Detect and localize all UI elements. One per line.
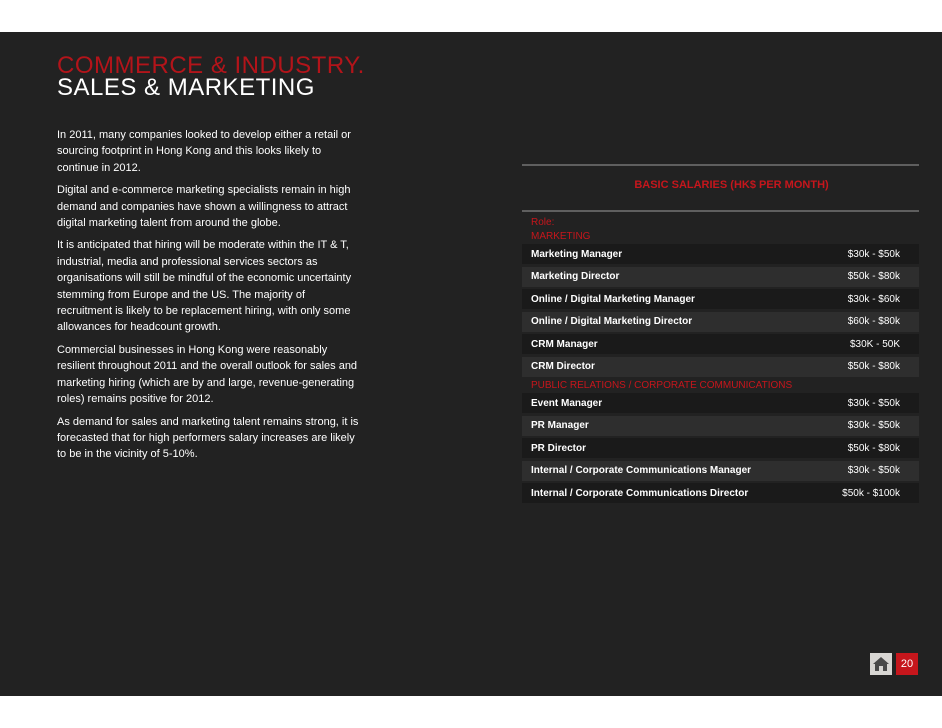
table-header: BASIC SALARIES (HK$ PER MONTH): [634, 179, 829, 191]
table-row: [522, 334, 919, 354]
role-name: Online / Digital Marketing Manager: [531, 293, 695, 305]
title-line-1: COMMERCE & INDUSTRY.: [57, 52, 365, 79]
title-line-2: SALES & MARKETING: [57, 74, 315, 101]
role-name: CRM Manager: [531, 338, 598, 350]
salary-range: $30k - $50k: [847, 465, 900, 476]
salary-range: $50k - $80k: [847, 361, 900, 372]
salary-range: $50k - $100k: [842, 487, 900, 499]
salary-table: [522, 164, 919, 506]
section-heading-marketing: MARKETING: [531, 231, 591, 242]
role-name: Event Manager: [531, 397, 603, 409]
table-row: [522, 416, 919, 436]
salary-range: $30k - $50k: [847, 397, 900, 409]
table-row: [522, 312, 919, 332]
role-name: Marketing Director: [531, 271, 620, 282]
salary-range: $30k - $50k: [847, 248, 900, 260]
paragraph: Digital and e-commerce marketing specialists remain in high demand and companies have shown a willingness to attract digital marketing talent from around the globe.: [57, 184, 351, 230]
salary-range: $60k - $80k: [847, 316, 900, 327]
body-text: [57, 127, 362, 469]
table-row: [522, 461, 919, 481]
paragraph: As demand for sales and marketing talent remains strong, it is forecasted that for high performers salary increases are likely to be in the vicinity of 5-10%.: [57, 415, 359, 461]
salary-range: $30k - $50k: [847, 420, 900, 431]
table-row: [522, 438, 919, 458]
salary-range: $30k - $60k: [847, 293, 900, 305]
table-row: [522, 393, 919, 413]
role-name: PR Director: [531, 442, 587, 454]
salary-range: $30K - 50K: [849, 338, 900, 350]
table-row: [522, 483, 919, 503]
page-number: 20: [896, 653, 918, 675]
home-button[interactable]: [870, 653, 892, 675]
role-name: Internal / Corporate Communications Director: [531, 487, 749, 499]
role-label: Role:: [531, 217, 555, 228]
table-header-rule: [522, 210, 919, 212]
section-heading-pr: PUBLIC RELATIONS / CORPORATE COMMUNICATIONS: [531, 380, 793, 391]
home-icon: [872, 656, 890, 672]
salary-range: $50k - $80k: [847, 271, 900, 282]
paragraph: Commercial businesses in Hong Kong were reasonably resilient throughout 2011 and the overall outlook for sales and marketing hiring (which are by and large, revenue-generating roles) remains positive for 2012.: [57, 343, 358, 406]
table-row: [522, 244, 919, 264]
paragraph: In 2011, many companies looked to develop either a retail or sourcing footprint in Hong Kong and this looks likely to continue in 2012.: [57, 129, 351, 174]
role-name: PR Manager: [531, 420, 589, 431]
paragraph: It is anticipated that hiring will be moderate within the IT & T, industrial, media and professional services sectors as organisations will still be mindful of the economic uncertainty stemming from Europe and the US. The majority of recruitment is likely to be replacement hiring, with only some allowances for headcount growth.: [57, 239, 352, 334]
role-name: Marketing Manager: [531, 248, 623, 260]
table-row: [522, 357, 919, 377]
role-name: Online / Digital Marketing Director: [531, 316, 693, 327]
role-name: Internal / Corporate Communications Manager: [531, 465, 752, 476]
table-row: [522, 267, 919, 287]
table-row: [522, 289, 919, 309]
salary-range: $50k - $80k: [847, 442, 900, 454]
role-name: CRM Director: [531, 361, 595, 372]
